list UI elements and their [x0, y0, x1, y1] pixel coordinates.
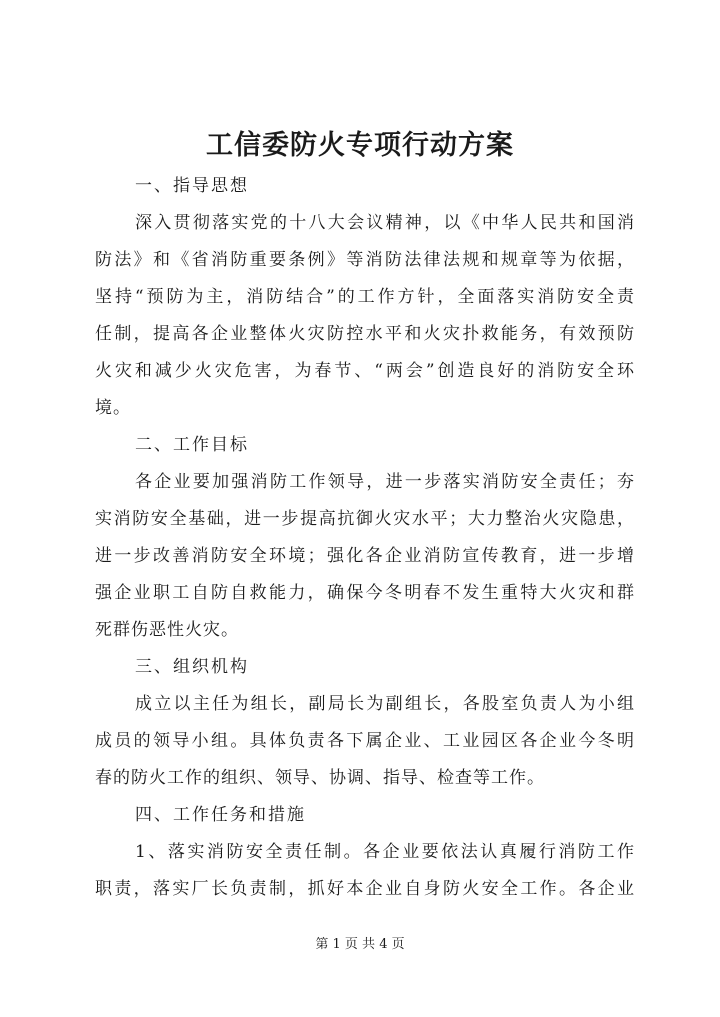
paragraph-line: 深入贯彻落实党的十八大会议精神，以《中华人民共和国消 — [135, 213, 635, 233]
paragraph-line: 进一步改善消防安全环境；强化各企业消防宣传教育，进一步增 — [95, 546, 635, 566]
paragraph-line: 防法》和《省消防重要条例》等消防法律法规和规章等为依据， — [95, 250, 635, 270]
section-work-goals — [95, 427, 635, 649]
section-heading: 一、指导思想 — [135, 176, 249, 196]
section-heading: 四、工作任务和措施 — [135, 805, 306, 825]
page-title: 工信委防火专项行动方案 — [206, 130, 514, 161]
paragraph-line: 火灾和减少火灾危害，为春节、“两会”创造良好的消防安全环 — [95, 361, 635, 381]
paragraph-line: 死群伤恶性火灾。 — [95, 620, 239, 640]
paragraph-line: 各企业要加强消防工作领导，进一步落实消防安全责任；夯 — [135, 472, 635, 492]
section-tasks-measures — [95, 797, 635, 908]
paragraph-line: 1、落实消防安全责任制。各企业要依法认真履行消防工作 — [135, 842, 635, 862]
section-organization — [95, 649, 635, 797]
paragraph-line: 实消防安全基础，进一步提高抗御火灾水平；大力整治火灾隐患， — [95, 509, 635, 529]
paragraph — [95, 834, 635, 908]
paragraph-line: 强企业职工自防自救能力，确保今冬明春不发生重特大火灾和群 — [95, 583, 635, 603]
paragraph-line: 坚持“预防为主，消防结合”的工作方针，全面落实消防安全责 — [95, 287, 635, 307]
section-guiding-ideology — [95, 168, 635, 427]
paragraph-line: 春的防火工作的组织、领导、协调、指导、检查等工作。 — [95, 768, 545, 788]
document-body — [95, 168, 635, 908]
paragraph — [95, 464, 635, 649]
paragraph — [95, 205, 635, 427]
paragraph — [95, 686, 635, 797]
section-heading: 二、工作目标 — [135, 435, 249, 455]
section-heading: 三、组织机构 — [135, 657, 249, 677]
page-number-footer: 第 1 页 共 4 页 — [315, 937, 405, 952]
paragraph-line: 职责，落实厂长负责制，抓好本企业自身防火安全工作。各企业 — [95, 879, 635, 899]
paragraph-line: 成员的领导小组。具体负责各下属企业、工业园区各企业今冬明 — [95, 731, 635, 751]
paragraph-line: 境。 — [95, 398, 131, 418]
paragraph-line: 成立以主任为组长，副局长为副组长，各股室负责人为小组 — [135, 694, 635, 714]
paragraph-line: 任制，提高各企业整体火灾防控水平和火灾扑救能务，有效预防 — [95, 324, 635, 344]
